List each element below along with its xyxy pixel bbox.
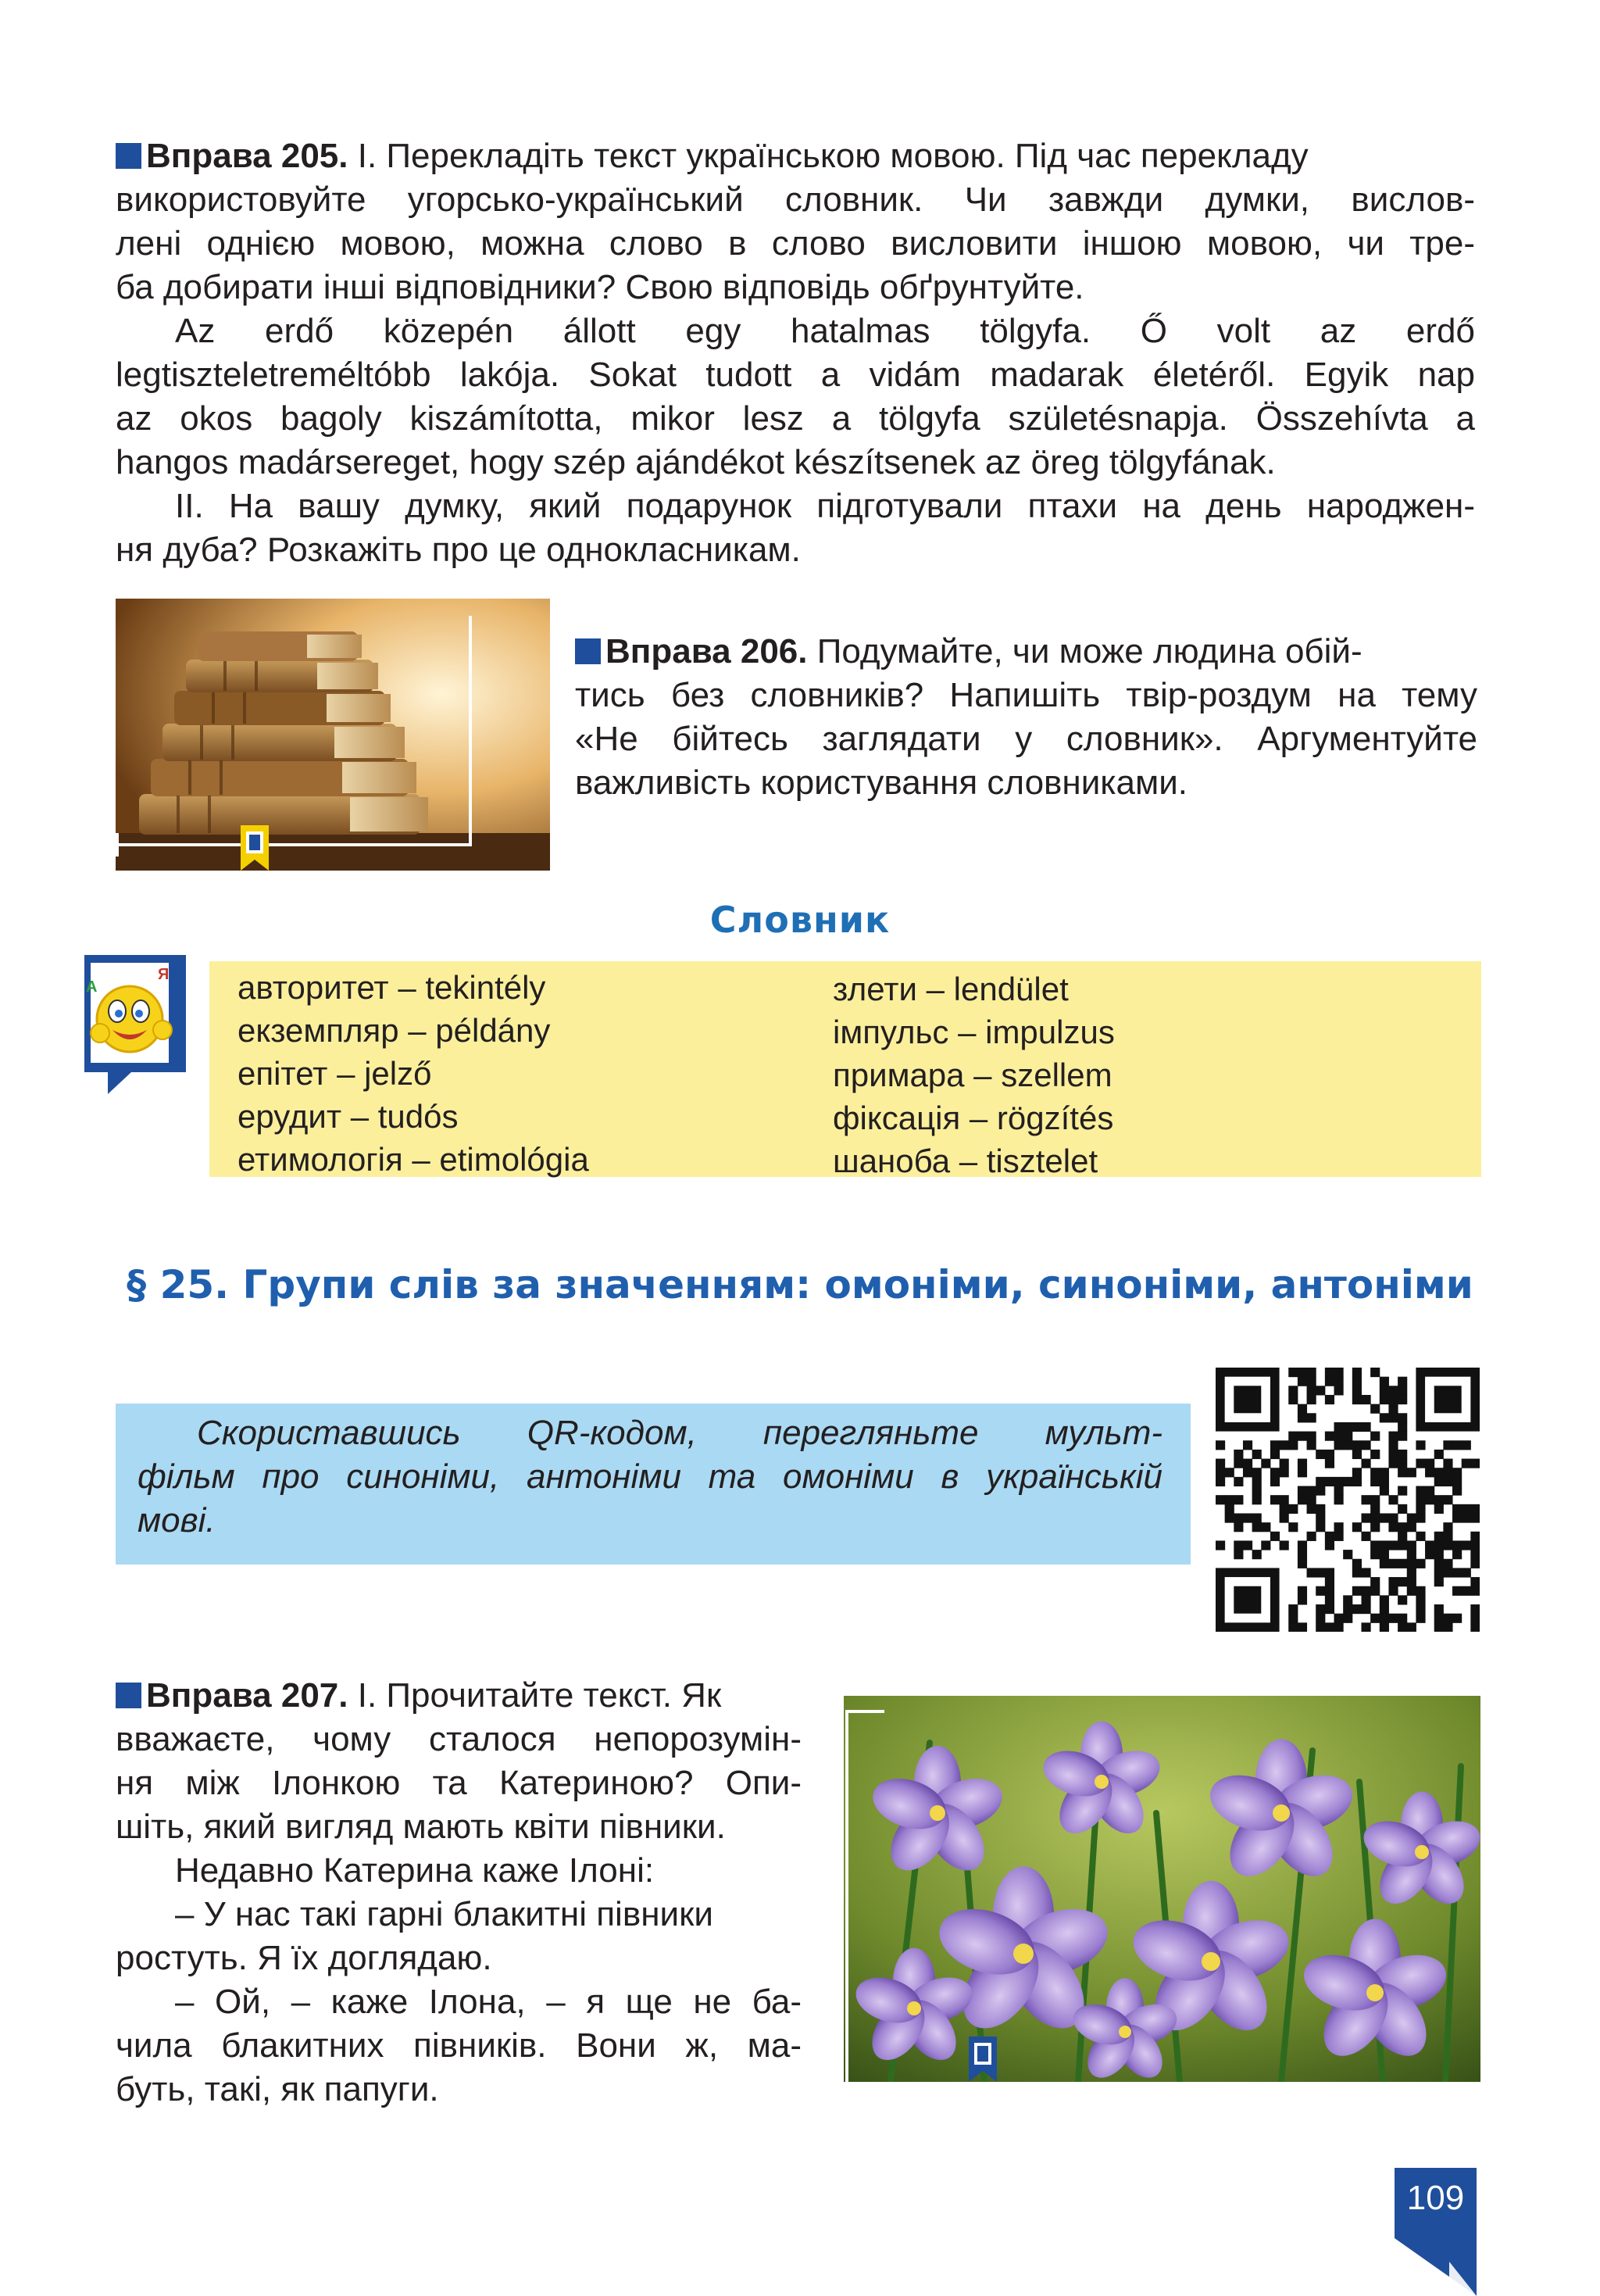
- hungarian-text-line-3: az okos bagoly kiszámította, mikor lesz a tölgyfa születésnapja. Összehívta a: [116, 399, 1475, 438]
- exercise-205-title: Вправа 205.: [146, 137, 348, 175]
- dictionary-entry: епітет – jelző: [238, 1055, 432, 1092]
- books-photo: [116, 599, 550, 871]
- exercise-205-question-line-2: ня дуба? Розкажіть про це однокласникам.: [116, 531, 801, 569]
- exercise-207-line-10: буть, такі, як папуги.: [116, 2070, 439, 2108]
- books-illustration: [116, 599, 550, 871]
- section-title: § 25. Групи слів за значенням: омоніми, синоніми, антоніми: [127, 1262, 1473, 1307]
- dictionary-left-column: [238, 966, 589, 1181]
- exercise-207-line-9: чила блакитних півників. Вони ж, ма-: [116, 2026, 802, 2065]
- exercise-207-line-5: Недавно Катерина каже Ілоні:: [175, 1851, 655, 1890]
- iris-flowers-photo: [844, 1696, 1480, 2082]
- exercise-207-line-4: шіть, який вигляд мають квіти півники.: [116, 1808, 726, 1846]
- qr-instruction-box: [116, 1404, 1191, 1565]
- mascot-letter-a: А: [86, 978, 98, 996]
- dictionary-mascot-icon: [77, 955, 186, 1094]
- exercise-207-line-7: ростуть. Я їх доглядаю.: [116, 1939, 492, 1977]
- exercise-206-line-1: Вправа 206. Подумайте, чи може людина обій-: [575, 630, 1477, 674]
- dictionary-entry: екземпляр – példány: [238, 1012, 551, 1049]
- bookmark-badge-icon: [241, 825, 269, 871]
- dictionary-entry: етимологія – etimológia: [238, 1141, 589, 1178]
- square-bullet-icon: [116, 143, 141, 169]
- dictionary-entry: авторитет – tekintély: [238, 969, 546, 1006]
- mascot-letter-ya: Я: [158, 966, 170, 983]
- square-bullet-icon: [116, 1683, 141, 1708]
- hungarian-text-line-2: legtiszteletreméltóbb lakója. Sokat tudott a vidám madarak életéről. Egyik nap: [116, 356, 1475, 394]
- qr-note-line-3: мові.: [138, 1501, 216, 1540]
- exercise-206-line-3: «Не бійтесь заглядати у словник». Аргументуйте: [575, 720, 1477, 758]
- exercise-207-line-8: – Ой, – каже Ілона, – я ще не ба-: [175, 1983, 802, 2021]
- page-number-tab: [1395, 2168, 1477, 2296]
- dictionary-entry: фіксація – rögzítés: [833, 1100, 1114, 1136]
- bookmark-badge-icon: [969, 2037, 997, 2082]
- dictionary-entry: шаноба – tisztelet: [833, 1143, 1098, 1179]
- qr-note-line-1: Скориставшись QR-кодом, перегляньте мульт-: [197, 1414, 1162, 1452]
- dictionary-entry: примара – szellem: [833, 1057, 1112, 1093]
- exercise-207-line-6: – У нас такі гарні блакитні півники: [175, 1895, 713, 1933]
- exercise-206-line-4: важливість користування словниками.: [575, 764, 1188, 802]
- exercise-205-line-1: Вправа 205. І. Перекладіть текст українською мовою. Під час перекладу: [116, 134, 1475, 178]
- dictionary-entry: імпульс – impulzus: [833, 1014, 1115, 1050]
- dictionary-heading: Словник: [709, 899, 891, 941]
- page-number: 109: [1406, 2179, 1465, 2217]
- exercise-207: [116, 1674, 802, 2112]
- exercise-205-question-line-1: ІІ. На вашу думку, який подарунок підготували птахи на день народжен-: [175, 487, 1475, 525]
- hungarian-text-line-4: hangos madársereget, hogy szép ajándékot készítsenek az öreg tölgyfának.: [116, 443, 1276, 481]
- exercise-207-line-1: Вправа 207. І. Прочитайте текст. Як: [116, 1674, 802, 1718]
- exercise-205-line-2: використовуйте угорсько-український словник. Чи завжди думки, вислов-: [116, 181, 1475, 219]
- exercise-205: [116, 134, 1475, 572]
- dictionary-right-column: [833, 967, 1115, 1182]
- exercise-206-line-2: тись без словників? Напишіть твір-роздум на тему: [575, 676, 1477, 714]
- exercise-205-line-3: лені однією мовою, можна слово в слово висловити іншою мовою, чи тре-: [116, 224, 1475, 263]
- exercise-206: [575, 630, 1477, 805]
- exercise-207-title: Вправа 207.: [146, 1676, 348, 1715]
- iris-flowers-illustration: [844, 1696, 1480, 2082]
- square-bullet-icon: [575, 638, 601, 664]
- exercise-207-line-3: ня між Ілонкою та Катериною? Опи-: [116, 1764, 802, 1802]
- qr-code[interactable]: [1216, 1368, 1480, 1632]
- dictionary-entry: ерудит – tudós: [238, 1098, 459, 1135]
- dictionary-box: [209, 961, 1481, 1177]
- hungarian-text-line-1: Az erdő közepén állott egy hatalmas tölgyfa. Ő volt az erdő: [175, 312, 1475, 350]
- exercise-206-title: Вправа 206.: [605, 632, 808, 671]
- qr-code-icon: [1216, 1368, 1480, 1632]
- dictionary-entry: злети – lendület: [833, 971, 1069, 1007]
- qr-note-line-2: фільм про синоніми, антоніми та омоніми в українській: [138, 1457, 1162, 1496]
- exercise-205-line-4: ба добирати інші відповідники? Свою відповідь обґрунтуйте.: [116, 268, 1084, 306]
- exercise-207-line-2: вважаєте, чому сталося непорозумін-: [116, 1720, 802, 1758]
